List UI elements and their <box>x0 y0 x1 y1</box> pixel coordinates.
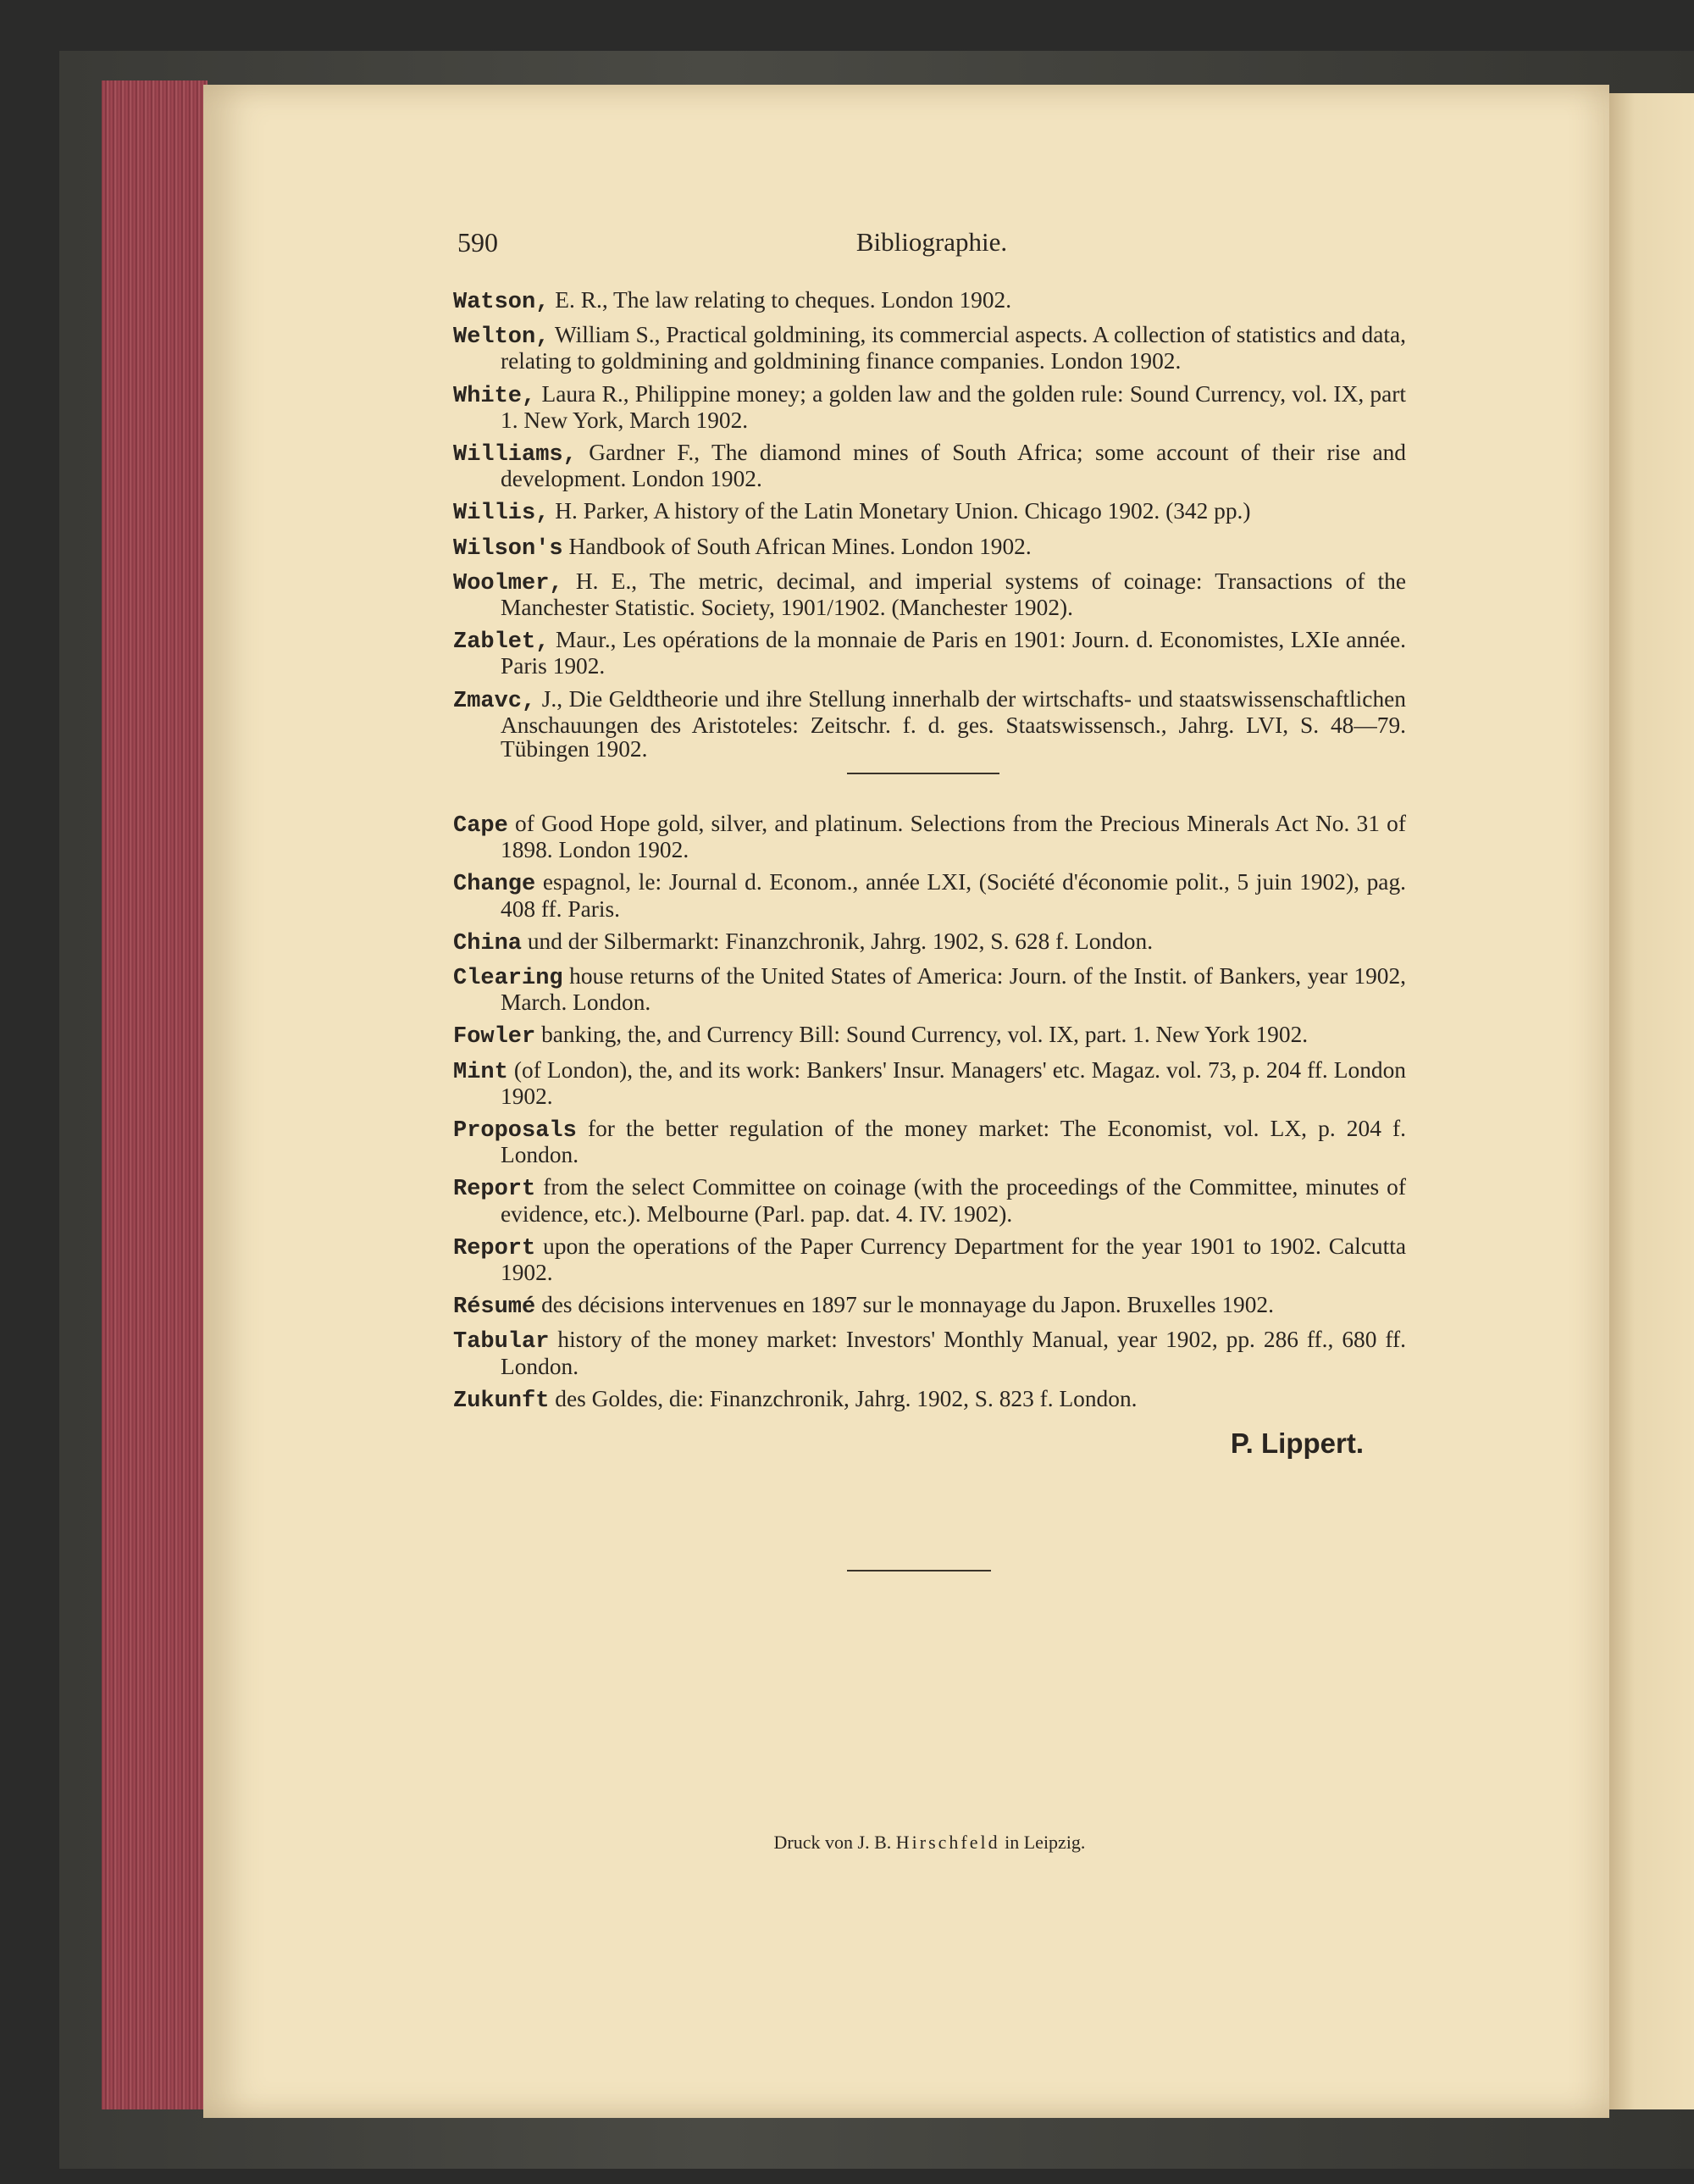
entry: Report from the select Committee on coinage (with the proceedings of the Committee, minutes of evidence, etc.). Melbourne (Parl. pap. dat. 4. IV. 1902). <box>453 1174 1406 1227</box>
entry: Wilson's Handbook of South African Mines. London 1902. <box>453 533 1032 562</box>
entry: Watson, E. R., The law relating to cheques. London 1902. <box>453 287 1012 315</box>
entry: Woolmer, H. E., The metric, decimal, and imperial systems of coinage: Transactions of the Manchester Statistic. Society, 1901/1902. (Manchester 1902). <box>453 568 1406 621</box>
entry: Zablet, Maur., Les opérations de la monnaie de Paris en 1901: Journ. d. Economistes, LXIe année. Paris 1902. <box>453 627 1406 679</box>
entry: Welton, William S., Practical goldmining, its commercial aspects. A collection of statistics and data, relating to goldmining and goldmining finance companies. London 1902. <box>453 322 1406 374</box>
bibliography-section-2 <box>453 812 1406 1422</box>
entry: Williams, Gardner F., The diamond mines of South Africa; some account of their rise and development. London 1902. <box>453 440 1406 492</box>
entry: Cape of Good Hope gold, silver, and platinum. Selections from the Precious Minerals Act No. 31 of 1898. London 1902. <box>453 811 1406 863</box>
entry: Proposals for the better regulation of the money market: The Economist, vol. LX, p. 204 f. London. <box>453 1116 1406 1168</box>
entry: White, Laura R., Philippine money; a golden law and the golden rule: Sound Currency, vol. IX, part 1. New York, March 1902. <box>453 380 1406 433</box>
entry: China und der Silbermarkt: Finanzchronik, Jahrg. 1902, S. 628 f. London. <box>453 928 1154 956</box>
section-divider <box>847 773 999 774</box>
page-number: 590 <box>457 227 498 258</box>
entry: Résumé des décisions intervenues en 1897 sur le monnayage du Japon. Bruxelles 1902. <box>453 1292 1274 1321</box>
author-signature: P. Lippert. <box>1230 1427 1364 1459</box>
bibliography-section-1 <box>453 288 1406 769</box>
entry: Fowler banking, the, and Currency Bill: Sound Currency, vol. IX, part. 1. New York 1902. <box>453 1022 1309 1050</box>
page-header <box>457 227 1406 261</box>
entry: Tabular history of the money market: Investors' Monthly Manual, year 1902, pp. 286 ff., 680 ff. London. <box>453 1327 1406 1379</box>
next-page-edge <box>1609 93 1694 2109</box>
entry: Willis, H. Parker, A history of the Latin Monetary Union. Chicago 1902. (342 pp.) <box>453 498 1251 527</box>
closing-divider <box>847 1570 991 1571</box>
entry: Zukunft des Goldes, die: Finanzchronik, Jahrg. 1902, S. 823 f. London. <box>453 1385 1138 1414</box>
entry: Change espagnol, le: Journal d. Econom., année LXI, (Société d'économie polit., 5 juin 1902), pag. 408 ff. Paris. <box>453 869 1406 922</box>
page-edges <box>102 80 208 2109</box>
entry: Report upon the operations of the Paper Currency Department for the year 1901 to 1902. Calcutta 1902. <box>453 1233 1406 1286</box>
printer-imprint: Druck von J. B. Hirschfeld in Leipzig. <box>773 1832 1086 1853</box>
running-title: Bibliographie. <box>855 227 1008 257</box>
entry: Mint (of London), the, and its work: Bankers' Insur. Managers' etc. Magaz. vol. 73, p. 204 ff. London 1902. <box>453 1056 1406 1109</box>
entry: Zmavc, J., Die Geldtheorie und ihre Stellung innerhalb der wirtschafts- und staatswissenschaftlichen Anschauungen des Aristoteles: Zeitschr. f. d. ges. Staatswissensch., Jahrg. LVI, S. 48—79. Tübingen 1902. <box>453 685 1406 762</box>
entry: Clearing house returns of the United States of America: Journ. of the Instit. of Bankers, year 1902, March. London. <box>453 963 1406 1016</box>
